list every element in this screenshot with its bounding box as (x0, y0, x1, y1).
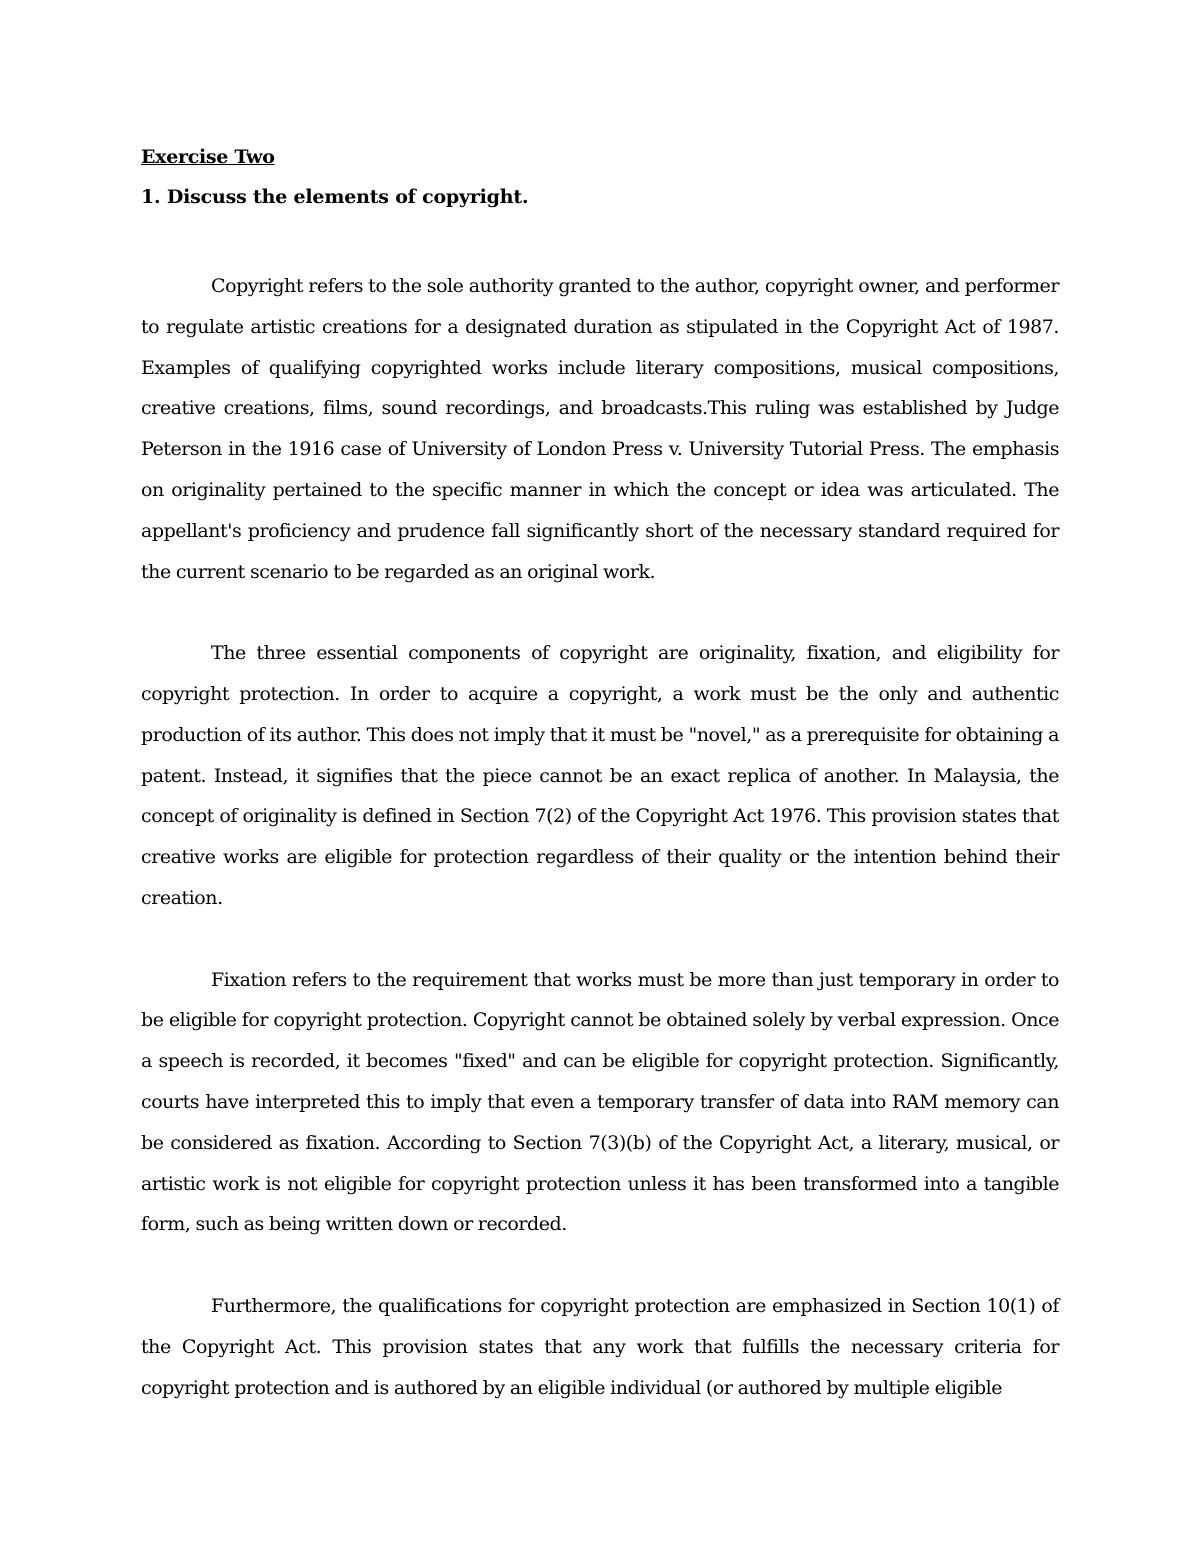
question-heading: 1. Discuss the elements of copyright. (141, 186, 529, 208)
paragraph-qualifications: Furthermore, the qualifications for copyright protection are emphasized in Section 10(1) of the Copyright Act. This provision states that any work that fulfills the necessary criteria for copyright protection and is authored by an eligible individual (or authored by multiple eligible (141, 1294, 1059, 1399)
paragraph-fixation: Fixation refers to the requirement that works must be more than just temporary in order to be eligible for copyright protection. Copyright cannot be obtained solely by verbal expression. Once a speech is recorded, it becomes "fixed" and can be eligible for copyright protection. Significantly, courts have interpreted this to imply that even a temporary transfer of data into RAM memory can be considered as fixation. According to Section 7(3)(b) of the Copyright Act, a literary, musical, or artistic work is not eligible for copyright protection unless it has been transformed into a tangible form, such as being written down or recorded. (141, 968, 1059, 1236)
paragraph-essential-components: The three essential components of copyright are originality, fixation, and eligibility for copyright protection. In order to acquire a copyright, a work must be the only and authentic production of its author. This does not imply that it must be "novel," as a prerequisite for obtaining a patent. Instead, it signifies that the piece cannot be an exact replica of another. In Malaysia, the concept of originality is defined in Section 7(2) of the Copyright Act 1976. This provision states that creative works are eligible for protection regardless of their quality or the intention behind their creation. (141, 642, 1059, 909)
document-body (141, 142, 1059, 1408)
document-title: Exercise Two (141, 146, 275, 168)
paragraph-copyright-definition: Copyright refers to the sole authority granted to the author, copyright owner, and performer to regulate artistic creations for a designated duration as stipulated in the Copyright Act of 1987. Examples of qualifying copyrighted works include literary compositions, musical compositions, creative creations, films, sound recordings, and broadcasts.This ruling was established by Judge Peterson in the 1916 case of University of London Press v. University Tutorial Press. The emphasis on originality pertained to the specific manner in which the concept or idea was articulated. The appellant's proficiency and prudence fall significantly short of the necessary standard required for the current scenario to be regarded as an original work. (141, 275, 1059, 583)
